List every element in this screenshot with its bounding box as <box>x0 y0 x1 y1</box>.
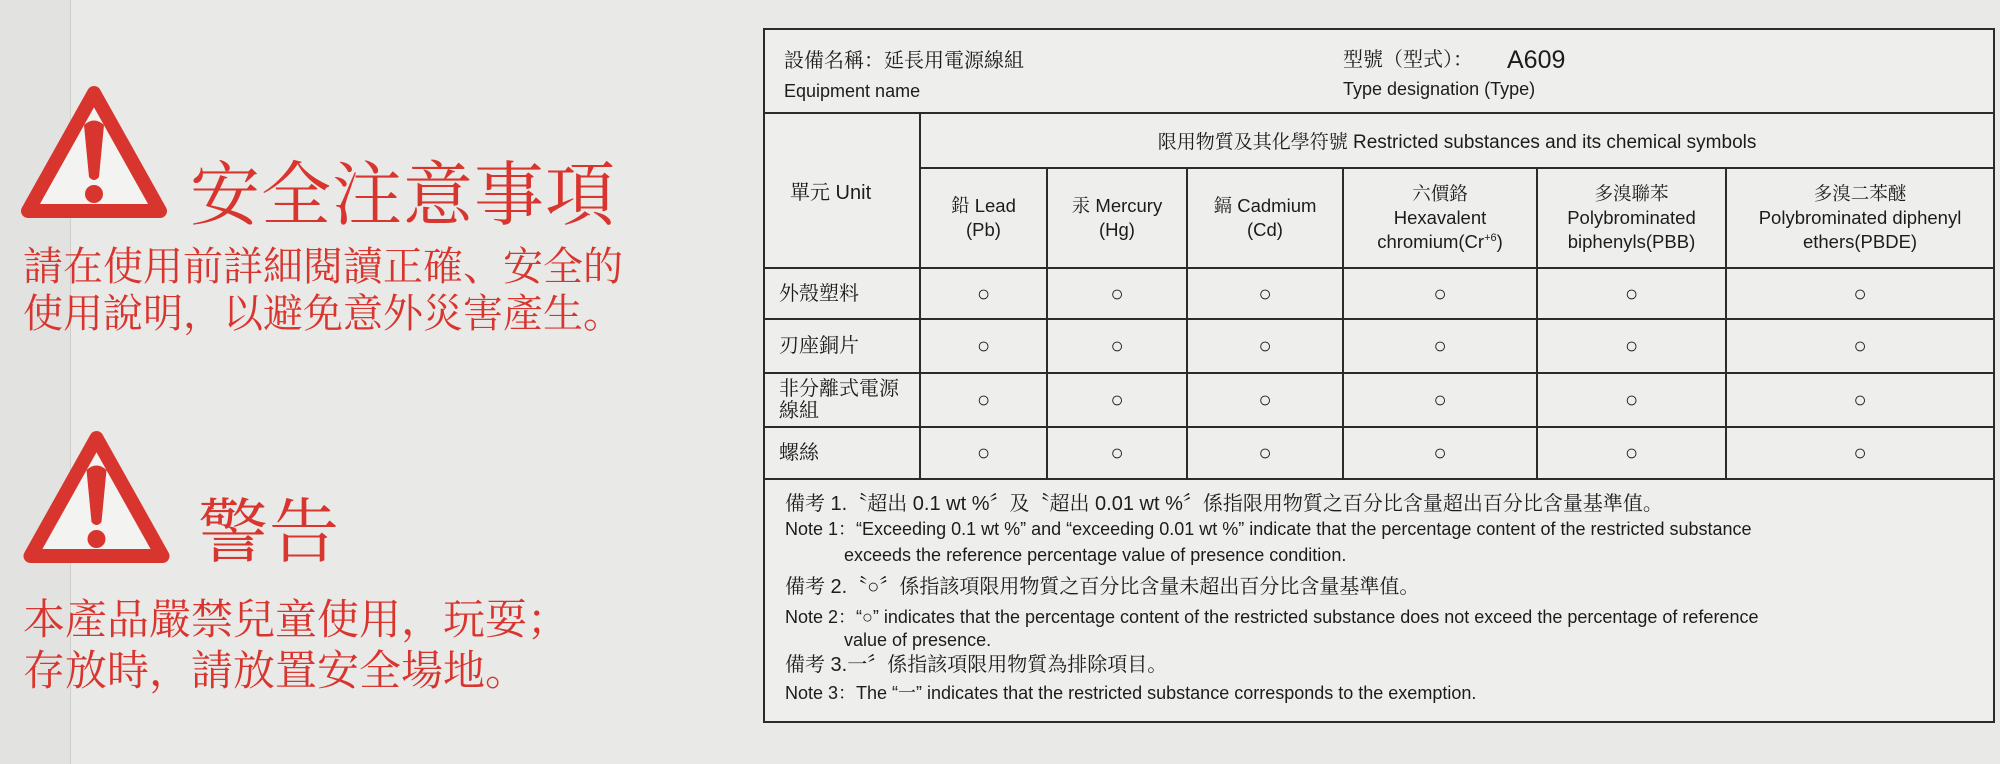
type-designation-en: Type designation (Type) <box>1343 79 1536 99</box>
presence-mark: ○ <box>1343 319 1537 373</box>
presence-mark: ○ <box>1187 268 1343 319</box>
table-row <box>765 268 1993 319</box>
presence-mark: ○ <box>1537 268 1726 319</box>
unit-cell: 螺絲 <box>765 427 920 478</box>
presence-mark: ○ <box>1047 427 1187 478</box>
substance-name-zh: 多溴二苯醚 <box>1813 183 1907 204</box>
substance-symbol-text: chromium(Cr <box>1377 231 1485 252</box>
substance-header-lead <box>920 168 1047 268</box>
substance-name-en: Hexavalent <box>1393 207 1487 228</box>
table-row <box>765 427 1993 478</box>
note-2-en-continuation: value of presence. <box>844 630 992 650</box>
presence-mark: ○ <box>1187 373 1343 427</box>
substance-name: 鉛 Lead <box>951 195 1016 216</box>
substance-symbol: ethers(PBDE) <box>1802 231 1918 252</box>
unit-header: 單元 Unit <box>765 114 920 268</box>
presence-mark: ○ <box>1726 268 1993 319</box>
warning-triangle-icon <box>19 428 174 566</box>
oxidation-state: +6 <box>1484 231 1497 244</box>
unit-cell: 非分離式電源線組 <box>765 373 920 427</box>
presence-mark: ○ <box>1537 373 1726 427</box>
substance-name-zh: 多溴聯苯 <box>1594 183 1669 204</box>
warning-instruction-line: 存放時，請放置安全場地。 <box>23 647 528 694</box>
substance-symbol: biphenyls(PBB) <box>1567 231 1696 252</box>
type-value: A609 <box>1507 46 1566 74</box>
substance-header-cadmium <box>1187 168 1343 268</box>
presence-mark: ○ <box>1047 319 1187 373</box>
substance-symbol-close: ) <box>1496 231 1503 252</box>
note-3-zh: 備考 3.一〞係指該項限用物質為排除項目。 <box>785 654 1168 676</box>
presence-mark: ○ <box>1343 427 1537 478</box>
substance-header-pbb <box>1537 168 1726 268</box>
substance-name-en: Polybrominated diphenyl <box>1758 207 1962 228</box>
substance-header-mercury <box>1047 168 1187 268</box>
table-header-row <box>765 114 1993 168</box>
substance-symbol: (Cd) <box>1247 219 1283 240</box>
note-1-en-continuation: exceeds the reference percentage value of presence condition. <box>844 545 1347 565</box>
safety-instruction-line: 請在使用前詳細閱讀正確、安全的 <box>23 245 623 289</box>
presence-mark: ○ <box>920 373 1047 427</box>
restricted-substances-table <box>765 114 1993 478</box>
presence-mark: ○ <box>1343 373 1537 427</box>
substance-name-zh: 六價鉻 <box>1412 183 1468 204</box>
note-2-zh: 備考 2.〝○〞係指該項限用物質之百分比含量未超出百分比含量基準值。 <box>785 576 1420 598</box>
presence-mark: ○ <box>920 427 1047 478</box>
substances-header: 限用物質及其化學符號 Restricted substances and its chemical symbols <box>920 114 1993 168</box>
type-designation-zh: 型號（型式）： <box>1343 49 1473 71</box>
presence-mark: ○ <box>1047 268 1187 319</box>
presence-mark: ○ <box>1537 319 1726 373</box>
safety-instructions <box>23 244 623 338</box>
substance-header-row <box>765 168 1993 268</box>
equipment-info <box>765 30 1993 114</box>
equipment-name-en: Equipment name <box>784 81 921 101</box>
table-row <box>765 373 1993 427</box>
presence-mark: ○ <box>1047 373 1187 427</box>
safety-precautions-title: 安全注意事項 <box>190 156 616 234</box>
presence-mark: ○ <box>1343 268 1537 319</box>
presence-mark: ○ <box>1726 427 1993 478</box>
restricted-substances-label <box>763 28 1995 723</box>
note-1-zh: 備考 1.〝超出 0.1 wt %〞及〝超出 0.01 wt %〞係指限用物質之百分比含量超出百分比含量基準值。 <box>785 493 1663 515</box>
safety-instruction-line: 使用說明，以避免意外災害產生。 <box>23 292 623 336</box>
warning-title: 警告 <box>198 493 340 571</box>
substance-header-hexavalent-chromium <box>1343 168 1537 268</box>
substance-symbol: (Hg) <box>1099 219 1135 240</box>
substance-name: 汞 Mercury <box>1071 195 1163 216</box>
presence-mark: ○ <box>920 268 1047 319</box>
table-row <box>765 319 1993 373</box>
substance-header-pbde <box>1726 168 1993 268</box>
note-3-en: Note 3：The “一” indicates that the restricted substance corresponds to the exemption. <box>785 683 1477 703</box>
note-2-en: Note 2：“○” indicates that the percentage content of the restricted substance does not exceed the percentage of reference <box>785 607 1759 627</box>
presence-mark: ○ <box>1187 319 1343 373</box>
substance-name: 鎘 Cadmium <box>1213 195 1317 216</box>
presence-mark: ○ <box>920 319 1047 373</box>
unit-cell: 刃座銅片 <box>765 319 920 373</box>
presence-mark: ○ <box>1537 427 1726 478</box>
equipment-name-zh: 設備名稱：延長用電源線組 <box>784 50 1024 72</box>
unit-cell: 外殼塑料 <box>765 268 920 319</box>
presence-mark: ○ <box>1187 427 1343 478</box>
warning-instructions <box>23 594 569 696</box>
substance-name-en: Polybrominated <box>1567 207 1696 228</box>
warning-triangle-icon <box>19 83 169 221</box>
presence-mark: ○ <box>1726 319 1993 373</box>
substance-symbol: (Pb) <box>966 219 1001 240</box>
notes-section <box>765 478 1993 721</box>
warning-instruction-line: 本產品嚴禁兒童使用，玩耍； <box>23 596 570 643</box>
substance-symbol <box>1344 230 1536 254</box>
presence-mark: ○ <box>1726 373 1993 427</box>
note-1-en: Note 1：“Exceeding 0.1 wt %” and “exceeding 0.01 wt %” indicate that the percentage content of the restricted substance <box>785 519 1752 539</box>
